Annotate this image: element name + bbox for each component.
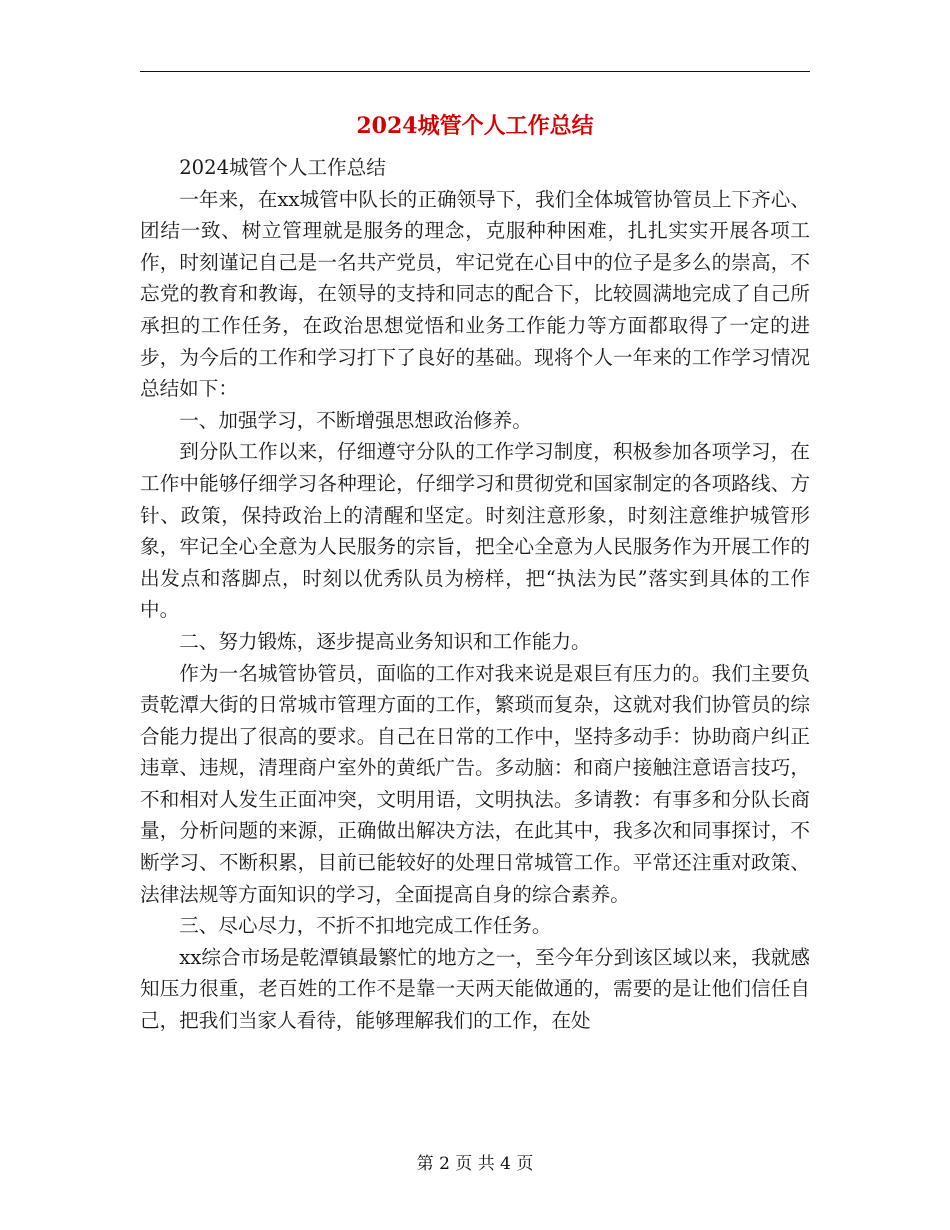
section-heading-2: 二、努力锻炼，逐步提高业务知识和工作能力。 bbox=[179, 629, 591, 653]
document-title: 2024城管个人工作总结 bbox=[356, 113, 594, 139]
header-divider bbox=[140, 71, 810, 72]
subtitle-paragraph: 2024城管个人工作总结 bbox=[179, 156, 386, 179]
page-number: 第 2 页 共 4 页 bbox=[416, 1154, 534, 1174]
intro-paragraph: 一年来，在xx城管中队长的正确领导下，我们全体城管协管员上下齐心、团结一致、树立管理就是服务的理念，克服种种困难，扎扎实实开展各项工作，时刻谨记自己是一名共产党员，牢记党在心目中的位子是多么的崇高，不忘党的教育和教诲，在领导的支持和同志的配合下，比较圆满地完成了自己所承担的工作任务，在政治思想觉悟和业务工作能力等方面都取得了一定的进步，为今后的工作和学习打下了良好的基础。现将个人一年来的工作学习情况总结如下： bbox=[140, 187, 810, 401]
section-3-paragraph: xx综合市场是乾潭镇最繁忙的地方之一，至今年分到该区域以来，我就感知压力很重，老百姓的工作不是靠一天两天能做通的，需要的是让他们信任自己，把我们当家人看待，能够理解我们的工作，在处 bbox=[140, 945, 810, 1033]
section-heading-1: 一、加强学习，不断增强思想政治修养。 bbox=[179, 408, 532, 432]
section-heading-3: 三、尽心尽力，不折不扣地完成工作任务。 bbox=[179, 914, 552, 938]
section-2-paragraph: 作为一名城管协管员，面临的工作对我来说是艰巨有压力的。我们主要负责乾潭大街的日常城市管理方面的工作，繁琐而复杂，这就对我们协管员的综合能力提出了很高的要求。自己在日常的工作中，坚持多动手：协助商户纠正违章、违规，清理商户室外的黄纸广告。多动脑：和商户接触注意语言技巧，不和相对人发生正面冲突，文明用语，文明执法。多请教：有事多和分队长商量，分析问题的来源，正确做出解决方法，在此其中，我多次和同事探讨，不断学习、不断积累，目前已能较好的处理日常城管工作。平常还注重对政策、法律法规等方面知识的学习，全面提高自身的综合素养。 bbox=[140, 661, 810, 906]
document-body bbox=[140, 152, 810, 1037]
section-1-paragraph: 到分队工作以来，仔细遵守分队的工作学习制度，积极参加各项学习，在工作中能够仔细学习各种理论，仔细学习和贯彻党和国家制定的各项路线、方针、政策，保持政治上的清醒和坚定。时刻注意形象，时刻注意维护城管形象，牢记全心全意为人民服务的宗旨，把全心全意为人民服务作为开展工作的出发点和落脚点，时刻以优秀队员为榜样，把“执法为民”落实到具体的工作中。 bbox=[140, 440, 810, 622]
